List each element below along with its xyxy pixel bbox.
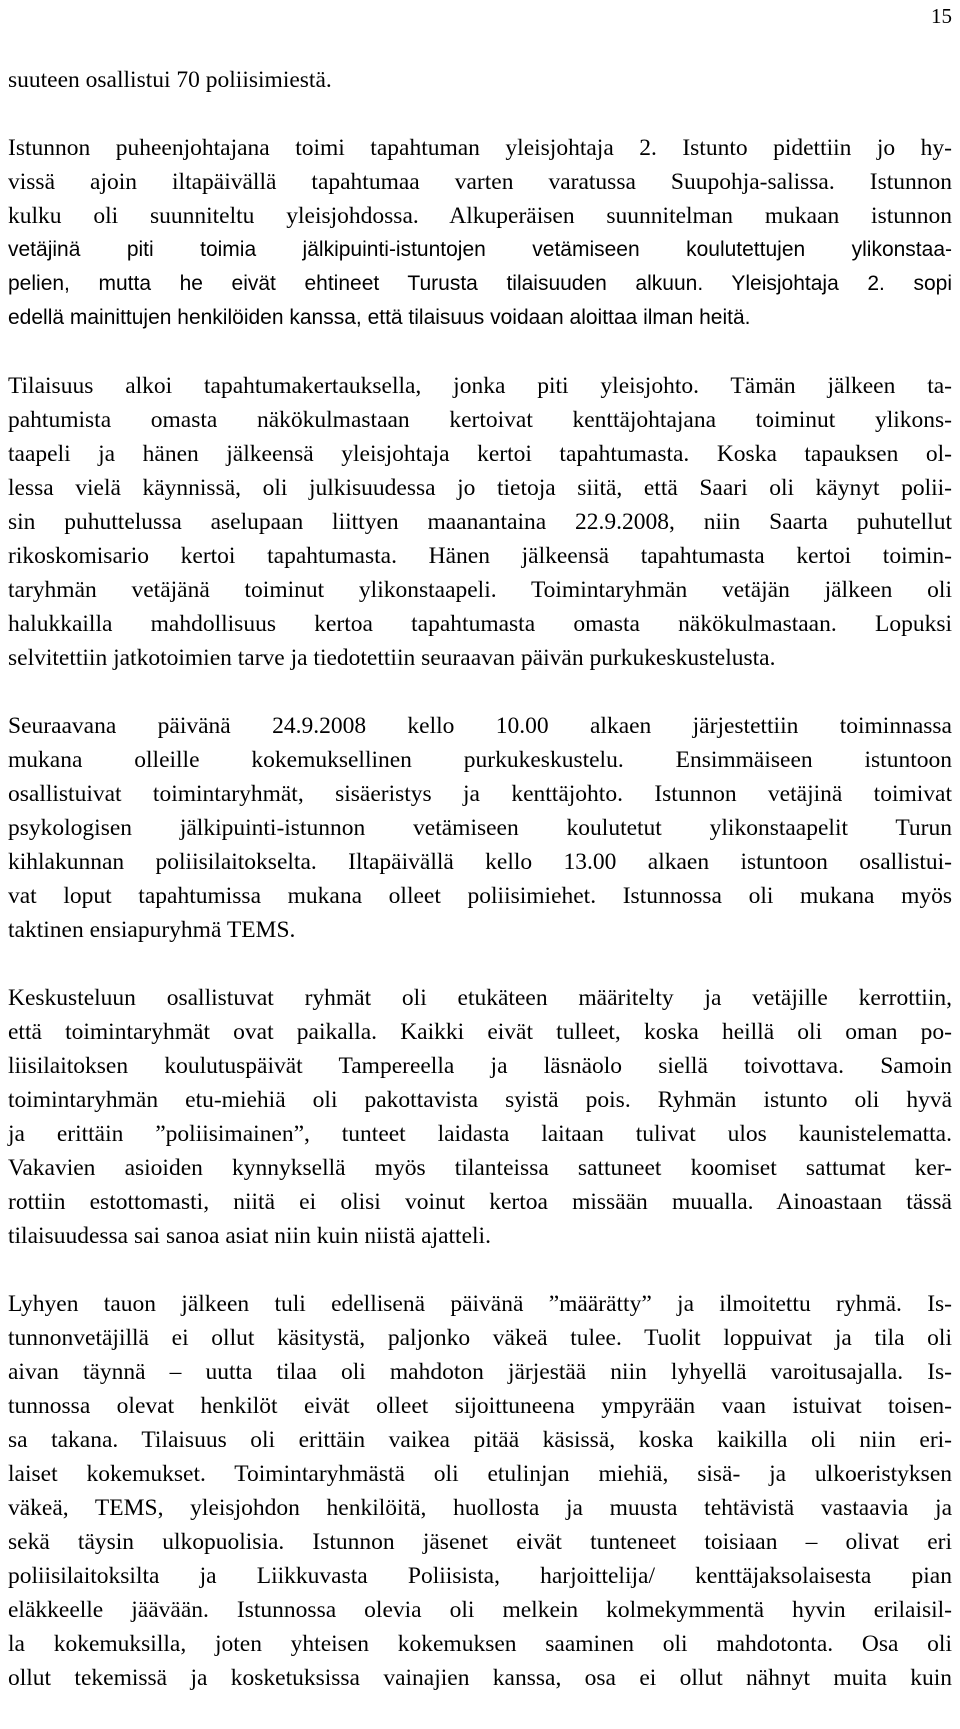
text-line: taktinen ensiapuryhmä TEMS. — [8, 917, 296, 943]
text-line: toimintaryhmän etu-miehiä oli pakottavista syistä pois. Ryhmän istunto oli hyvä — [8, 1087, 952, 1113]
text-line: aivan täynnä – uutta tilaa oli mahdoton järjestää niin lyhyellä varoitusajalla. Is- — [8, 1359, 952, 1385]
paragraph — [8, 63, 952, 97]
body-text — [8, 63, 952, 1729]
text-line: tilaisuudessa sai sanoa asiat niin kuin niistä ajatteli. — [8, 1223, 491, 1249]
text-line: tunnossa olevat henkilöt eivät olleet sijoittuneena ympyrään vaan istuivat toisen- — [8, 1393, 952, 1419]
text-line: Keskusteluun osallistuvat ryhmät oli etukäteen määritelty ja vetäjille kerrottiin, — [8, 985, 952, 1011]
text-line: psykologisen jälkipuinti-istunnon vetämiseen koulutetut ylikonstaapelit Turun — [8, 815, 952, 841]
text-line: liisilaitoksen koulutuspäivät Tampereella ja läsnäolo siellä toivottava. Samoin — [8, 1053, 952, 1079]
text-line: rikoskomisario kertoi tapahtumasta. Hänen jälkeensä tapahtumasta kertoi toimin- — [8, 543, 952, 569]
text-line: Istunnon puheenjohtajana toimi tapahtuman yleisjohtaja 2. Istunto pidettiin jo hy- — [8, 135, 952, 161]
text-line: pelien, mutta he eivät ehtineet Turusta tilaisuuden alkuun. Yleisjohtaja 2. sopi — [8, 272, 952, 295]
text-line: että toimintaryhmät ovat paikalla. Kaikki eivät tulleet, koska heillä oli oman po- — [8, 1019, 952, 1045]
text-line: edellä mainittujen henkilöiden kanssa, että tilaisuus voidaan aloittaa ilman heitä. — [8, 306, 751, 329]
text-line: kihlakunnan poliisilaitokselta. Iltapäivällä kello 13.00 alkaen istuntoon osallistui- — [8, 849, 952, 875]
text-line: ollut tekemissä ja kosketuksissa vainajien kanssa, osa ei ollut nähnyt muita kuin — [8, 1665, 952, 1691]
text-line: sa takana. Tilaisuus oli erittäin vaikea pitää käsissä, koska kaikilla oli niin eri- — [8, 1427, 952, 1453]
text-line: tunnonvetäjillä ei ollut käsitystä, paljonko väkeä tulee. Tuolit loppuivat ja tila oli — [8, 1325, 952, 1351]
text-line: ja erittäin ”poliisimainen”, tunteet laidasta laitaan tulivat ulos kaunistelematta. — [8, 1121, 952, 1147]
text-line: vissä ajoin iltapäivällä tapahtumaa varten varatussa Suupohja-salissa. Istunnon — [8, 169, 952, 195]
text-line: väkeä, TEMS, yleisjohdon henkilöitä, huollosta ja muusta tehtävistä vastaavia ja — [8, 1495, 952, 1521]
text-line: osallistuivat toimintaryhmät, sisäeristys ja kenttäjohto. Istunnon vetäjinä toimivat — [8, 781, 952, 807]
text-line: la kokemuksilla, joten yhteisen kokemuksen saaminen oli mahdotonta. Osa oli — [8, 1631, 952, 1657]
text-line: eläkkeelle jäävään. Istunnossa olevia oli melkein kolmekymmentä hyvin erilaisil- — [8, 1597, 952, 1623]
text-line: taryhmän vetäjänä toiminut ylikonstaapeli. Toimintaryhmän vetäjän jälkeen oli — [8, 577, 952, 603]
text-line: Lyhyen tauon jälkeen tuli edellisenä päivänä ”määrätty” ja ilmoitettu ryhmä. Is- — [8, 1291, 952, 1317]
text-line: laiset kokemukset. Toimintaryhmästä oli etulinjan miehiä, sisä- ja ulkoeristyksen — [8, 1461, 952, 1487]
text-line: halukkailla mahdollisuus kertoa tapahtumasta omasta näkökulmastaan. Lopuksi — [8, 611, 952, 637]
text-line: selvitettiin jatkotoimien tarve ja tiedotettiin seuraavan päivän purkukeskustelusta. — [8, 645, 776, 671]
text-line: rottiin estottomasti, niitä ei olisi voinut kertoa missään muualla. Ainoastaan tässä — [8, 1189, 952, 1215]
text-line: vat loput tapahtumissa mukana olleet poliisimiehet. Istunnossa oli mukana myös — [8, 883, 952, 909]
text-line: vetäjinä piti toimia jälkipuinti-istuntojen vetämiseen koulutettujen ylikonstaa- — [8, 238, 952, 261]
paragraph — [8, 131, 952, 335]
text-line: sekä täysin ulkopuolisia. Istunnon jäsenet eivät tunteneet toisiaan – olivat eri — [8, 1529, 952, 1555]
text-line: Vakavien asioiden kynnyksellä myös tilanteissa sattuneet koomiset sattumat ker- — [8, 1155, 952, 1181]
text-line: mukana olleille kokemuksellinen purkukeskustelu. Ensimmäiseen istuntoon — [8, 747, 952, 773]
paragraph — [8, 369, 952, 675]
text-line: poliisilaitoksilta ja Liikkuvasta Poliisista, harjoittelija/ kenttäjaksolaisesta pian — [8, 1563, 952, 1589]
text-line: suuteen osallistui 70 poliisimiestä. — [8, 67, 332, 93]
text-line: sin puhuttelussa aselupaan liittyen maanantaina 22.9.2008, niin Saarta puhutellut — [8, 509, 952, 535]
page-number: 15 — [931, 4, 952, 28]
paragraph — [8, 1287, 952, 1695]
text-line: pahtumista omasta näkökulmastaan kertoivat kenttäjohtajana toiminut ylikons- — [8, 407, 952, 433]
text-line: kulku oli suunniteltu yleisjohdossa. Alkuperäisen suunnitelman mukaan istunnon — [8, 203, 952, 229]
text-line: Seuraavana päivänä 24.9.2008 kello 10.00 alkaen järjestettiin toiminnassa — [8, 713, 952, 739]
text-line: Tilaisuus alkoi tapahtumakertauksella, jonka piti yleisjohto. Tämän jälkeen ta- — [8, 373, 952, 399]
paragraph — [8, 981, 952, 1253]
text-line: lessa vielä käynnissä, oli julkisuudessa jo tietoja siitä, että Saari oli käynyt polii- — [8, 475, 952, 501]
paragraph — [8, 709, 952, 947]
text-line: taapeli ja hänen jälkeensä yleisjohtaja kertoi tapahtumasta. Koska tapauksen ol- — [8, 441, 952, 467]
